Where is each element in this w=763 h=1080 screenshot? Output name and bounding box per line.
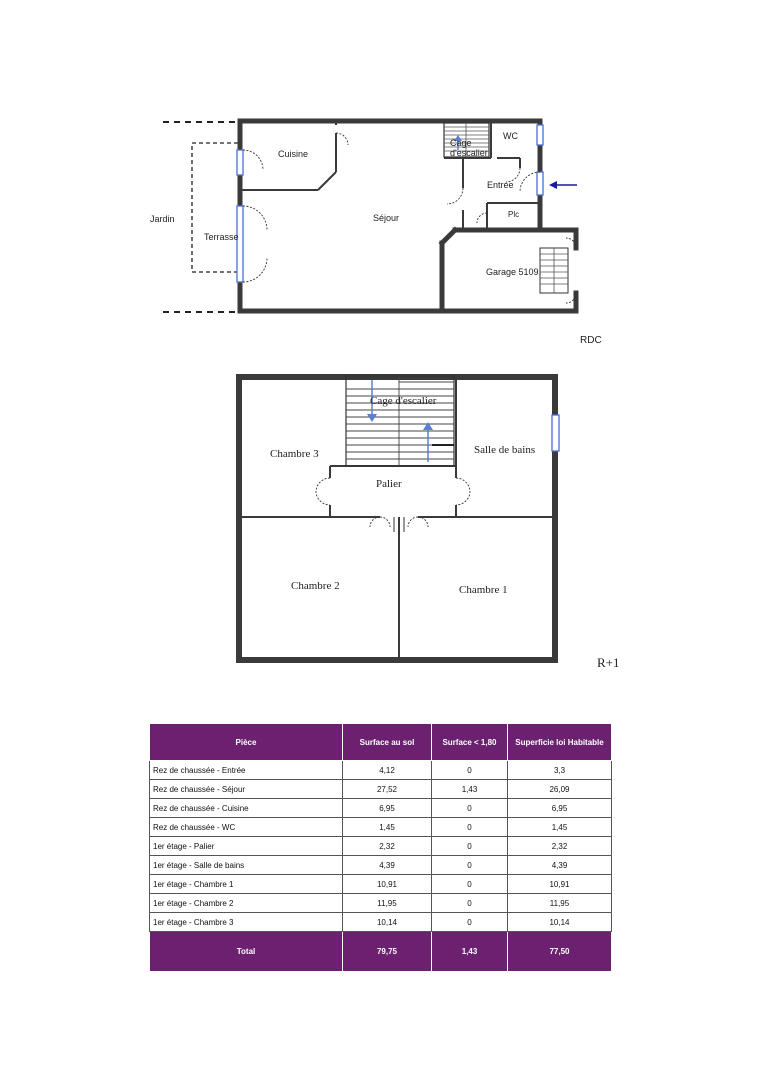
stair-cage-label-line2: d'escalier (450, 148, 488, 158)
habitable-area: 3,3 (508, 761, 612, 780)
room-name: 1er étage - Chambre 1 (150, 875, 343, 894)
under-180-area: 1,43 (432, 780, 508, 799)
cupboard-label: Plc (508, 210, 520, 219)
room-name: 1er étage - Palier (150, 837, 343, 856)
ground-floor-plan (150, 121, 602, 346)
table-row (150, 818, 612, 837)
floor-area: 2,32 (343, 837, 432, 856)
habitable-area: 11,95 (508, 894, 612, 913)
under-180-area: 0 (432, 856, 508, 875)
under-180-area: 0 (432, 894, 508, 913)
first-floor-caption: R+1 (597, 655, 620, 670)
landing-label: Palier (376, 478, 402, 490)
kitchen-label: Cuisine (278, 149, 309, 159)
table-row (150, 837, 612, 856)
surface-table-container (149, 723, 611, 972)
first-floor-plan (239, 376, 620, 670)
under-180-area: 0 (432, 761, 508, 780)
bedroom2-label: Chambre 2 (291, 580, 340, 592)
table-header-row (150, 724, 612, 761)
under-180-area: 0 (432, 837, 508, 856)
floor-area: 10,91 (343, 875, 432, 894)
table-row (150, 894, 612, 913)
garage-label: Garage 5109 (486, 267, 539, 277)
habitable-area: 4,39 (508, 856, 612, 875)
floor-area: 6,95 (343, 799, 432, 818)
total-floor-area: 79,75 (343, 932, 432, 972)
room-name: 1er étage - Chambre 2 (150, 894, 343, 913)
total-label: Total (150, 932, 343, 972)
entrance-label: Entrée (487, 180, 514, 190)
habitable-area: 10,91 (508, 875, 612, 894)
table-total-row (150, 932, 612, 972)
room-name: Rez de chaussée - Séjour (150, 780, 343, 799)
habitable-area: 6,95 (508, 799, 612, 818)
under-180-area: 0 (432, 875, 508, 894)
room-name: 1er étage - Chambre 3 (150, 913, 343, 932)
header-room: Pièce (150, 724, 343, 761)
table-row (150, 780, 612, 799)
habitable-area: 10,14 (508, 913, 612, 932)
surface-table (149, 723, 612, 972)
floor-area: 4,39 (343, 856, 432, 875)
under-180-area: 0 (432, 818, 508, 837)
bedroom1-label: Chambre 1 (459, 584, 508, 596)
total-habitable-area: 77,50 (508, 932, 612, 972)
under-180-area: 0 (432, 913, 508, 932)
room-name: Rez de chaussée - Entrée (150, 761, 343, 780)
habitable-area: 2,32 (508, 837, 612, 856)
floor-area: 27,52 (343, 780, 432, 799)
room-name: Rez de chaussée - Cuisine (150, 799, 343, 818)
floor-area: 4,12 (343, 761, 432, 780)
bathroom-label: Salle de bains (474, 444, 536, 456)
habitable-area: 1,45 (508, 818, 612, 837)
living-room-label: Séjour (373, 213, 400, 223)
table-row (150, 761, 612, 780)
header-floor-area: Surface au sol (343, 724, 432, 761)
terrace-label: Terrasse (204, 232, 239, 242)
under-180-area: 0 (432, 799, 508, 818)
room-name: Rez de chaussée - WC (150, 818, 343, 837)
stair-cage-label-line1: Cage (450, 138, 472, 148)
room-name: 1er étage - Salle de bains (150, 856, 343, 875)
floor-area: 1,45 (343, 818, 432, 837)
table-row (150, 856, 612, 875)
total-under-180-area: 1,43 (432, 932, 508, 972)
header-under-180: Surface < 1,80 (432, 724, 508, 761)
habitable-area: 26,09 (508, 780, 612, 799)
wc-label: WC (503, 131, 518, 141)
table-row (150, 875, 612, 894)
floor-area: 10,14 (343, 913, 432, 932)
table-row (150, 913, 612, 932)
ground-floor-caption: RDC (580, 335, 602, 346)
bedroom3-label: Chambre 3 (270, 448, 319, 460)
garden-label: Jardin (150, 214, 175, 224)
header-habitable-area: Superficie loi Habitable (508, 724, 612, 761)
table-row (150, 799, 612, 818)
stair-cage-label: Cage d'escalier (370, 395, 437, 407)
floor-area: 11,95 (343, 894, 432, 913)
